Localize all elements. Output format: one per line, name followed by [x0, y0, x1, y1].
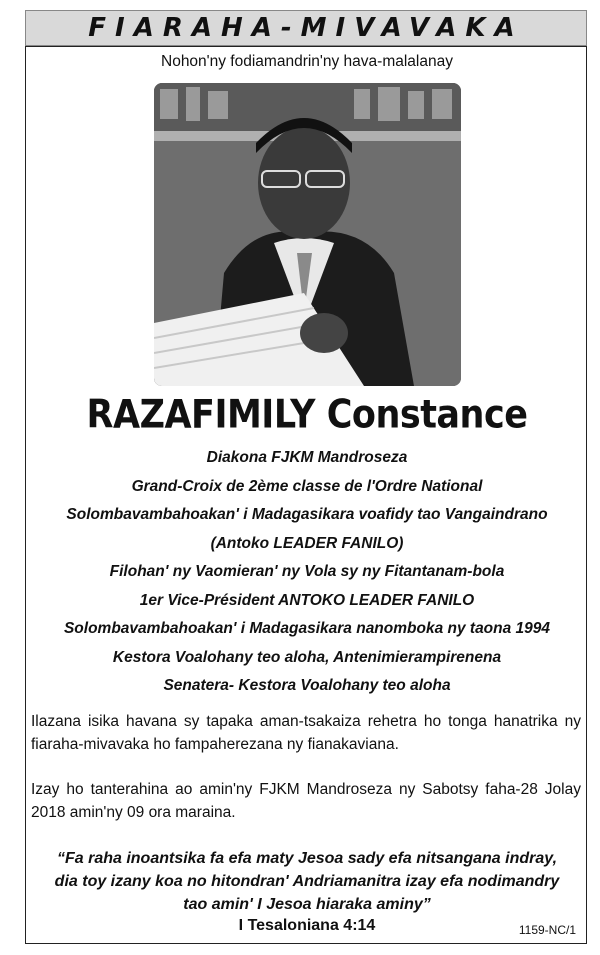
scripture-reference: I Tesaloniana 4:14: [238, 917, 376, 934]
invitation-paragraph: Ilazana isika havana sy tapaka aman-tsakaiza rehetra ho tonga hanatrika ny fiaraha-mivavaka ho fampaherezana ny fianakaviana.: [31, 713, 581, 753]
scripture-quote: [26, 847, 588, 916]
titles-list: [26, 444, 588, 701]
banner-title: FIARAHA-MIVAVAKA: [88, 13, 524, 43]
title-line: Senatera- Kestora Voalohany teo aloha: [163, 677, 451, 694]
service-details-paragraph: Izay ho tanterahina ao amin'ny FJKM Mandroseza ny Sabotsy faha-28 Jolay 2018 amin'ny 09 ora maraina.: [31, 781, 581, 821]
title-line: (Antoko LEADER FANILO): [210, 534, 404, 552]
notice-frame: [25, 46, 587, 944]
deceased-name: RAZAFIMILY Constance: [86, 393, 528, 438]
title-line: Diakona FJKM Mandroseza: [206, 449, 408, 466]
title-line: Grand-Croix de 2ème classe de l'Ordre National: [131, 477, 483, 495]
title-line: Filohan' ny Vaomieran' ny Vola sy ny Fitantanam-bola: [109, 563, 505, 580]
title-line: 1er Vice-Président ANTOKO LEADER FANILO: [139, 591, 475, 609]
header-banner: [25, 10, 587, 46]
title-line: Solombavambahoakan' i Madagasikara voafidy tao Vangaindrano: [66, 506, 548, 523]
subtitle: Nohon'ny fodiamandrin'ny hava-malalanay: [161, 53, 453, 70]
quote-line: tao amin' I Jesoa hiaraka aminy”: [183, 896, 431, 913]
quote-line: “Fa raha inoantsika fa efa maty Jesoa sady efa nitsangana indray,: [56, 850, 558, 867]
title-line: Solombavambahoakan' i Madagasikara nanomboka ny taona 1994: [63, 620, 551, 637]
ad-code: 1159-NC/1: [518, 923, 576, 937]
quote-line: dia toy izany koa no hitondran' Andriamanitra izay efa nodimandry: [54, 873, 560, 890]
portrait-photo: [154, 83, 461, 386]
title-line: Kestora Voalohany teo aloha, Antenimierampirenena: [112, 648, 502, 666]
